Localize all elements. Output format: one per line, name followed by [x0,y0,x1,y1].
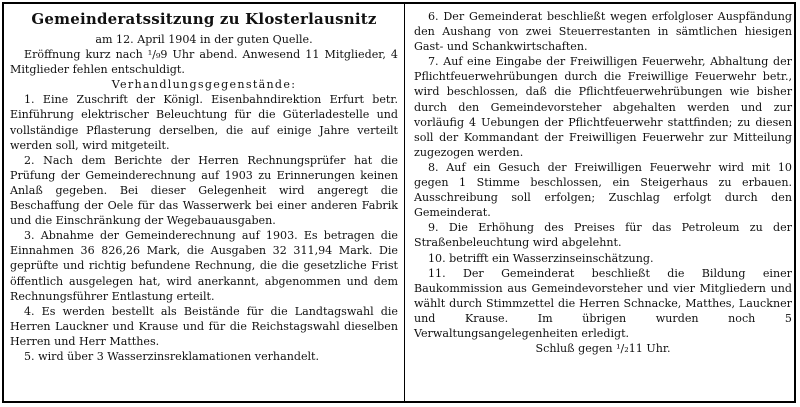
agenda-item-3: 3. Abnahme der Gemeinderechnung auf 1903. Es betragen die Einnahmen 36 826,26 Mark, die Ausgaben 32 311,94 Mark. Die geprüfte und richtig befundene Rechnung, die die gesetzliche Frist öffentlich ausgelegen hat, wird anerkannt, abgenommen und dem Rechnungsführer Entlastung erteilt. [10,229,398,303]
newspaper-clipping [2,2,796,403]
closing-line: Schluß gegen ¹/₂11 Uhr. [535,342,671,356]
column-divider [404,4,405,401]
agenda-item-1: 1. Eine Zuschrift der Königl. Eisenbahndirektion Erfurt betr. Einführung elektrischer Beleuchtung für die Güterladestelle und vollständige Pflasterung derselben, die auf einige Jahre verteilt werden soll, wird mitgeteilt. [10,93,398,152]
agenda-item-2: 2. Nach dem Berichte der Herren Rechnungsprüfer hat die Prüfung der Gemeinderechnung auf 1903 zu Erinnerungen keinen Anlaß gegeben. Bei dieser Gelegenheit wird angeregt die Beschaffung der Oele für das Wasserwerk bei einer anderen Fabrik und die Einschränkung der Wegebauausgaben. [10,153,398,228]
right-column [414,9,792,356]
article-dateline: am 12. April 1904 in der guten Quelle. [95,33,313,46]
agenda-item-7: 7. Auf eine Eingabe der Freiwilligen Feuerwehr, Abhaltung der Pflichtfeuerwehrübungen durch die Freiwillige Feuerwehr betr., wird beschlossen, daß die Pflichtfeuerwehrübungen wie bisher durch den Gemeindevorsteher abgehalten werden und zur vorläufig 4 Uebungen der Pflichtfeuerwehr stattfinden; zu diesen soll der Kommandant der Freiwilligen Feuerwehr zur Mitteilung zugezogen werden. [414,55,792,159]
agenda-item-10: 10. betrifft ein Wasserzinseinschätzung. [428,251,654,265]
agenda-item-5: 5. wird über 3 Wasserzinsreklamationen verhandelt. [24,349,320,363]
article-title: Gemeinderatssitzung zu Klosterlausnitz [31,10,377,28]
agenda-item-9: 9. Die Erhöhung des Preises für das Petroleum zu der Straßenbeleuchtung wird abgelehnt. [414,221,792,250]
agenda-heading: Verhandlungsgegenstände: [111,78,297,92]
opening-paragraph: Eröffnung kurz nach ¹/₉9 Uhr abend. Anwesend 11 Mitglieder, 4 Mitglieder fehlen entschuldigt. [10,48,398,77]
left-column [10,9,398,364]
agenda-item-11: 11. Der Gemeinderat beschließt die Bildung einer Baukommission aus Gemeindevorsteher und vier Mitgliedern und wählt durch Stimmzettel die Herren Schnacke, Matthes, Lauckner und Krause. Im übrigen wurden noch 5 Verwaltungsangelegenheiten erledigt. [414,266,792,340]
agenda-item-6: 6. Der Gemeinderat beschließt wegen erfolgloser Auspfändung den Aushang von zwei Steuerrestanten in sämtlichen hiesigen Gast- und Schankwirtschaften. [414,10,792,54]
agenda-item-4: 4. Es werden bestellt als Beistände für die Landtagswahl die Herren Lauckner und Krause und für die Reichstagswahl dieselben Herren und Herr Matthes. [10,304,398,348]
agenda-item-8: 8. Auf ein Gesuch der Freiwilligen Feuerwehr wird mit 10 gegen 1 Stimme beschlossen, ein Steigerhaus zu erbauen. Ausschreibung soll erfolgen; Zuschlag erfolgt durch den Gemeinderat. [414,160,792,220]
